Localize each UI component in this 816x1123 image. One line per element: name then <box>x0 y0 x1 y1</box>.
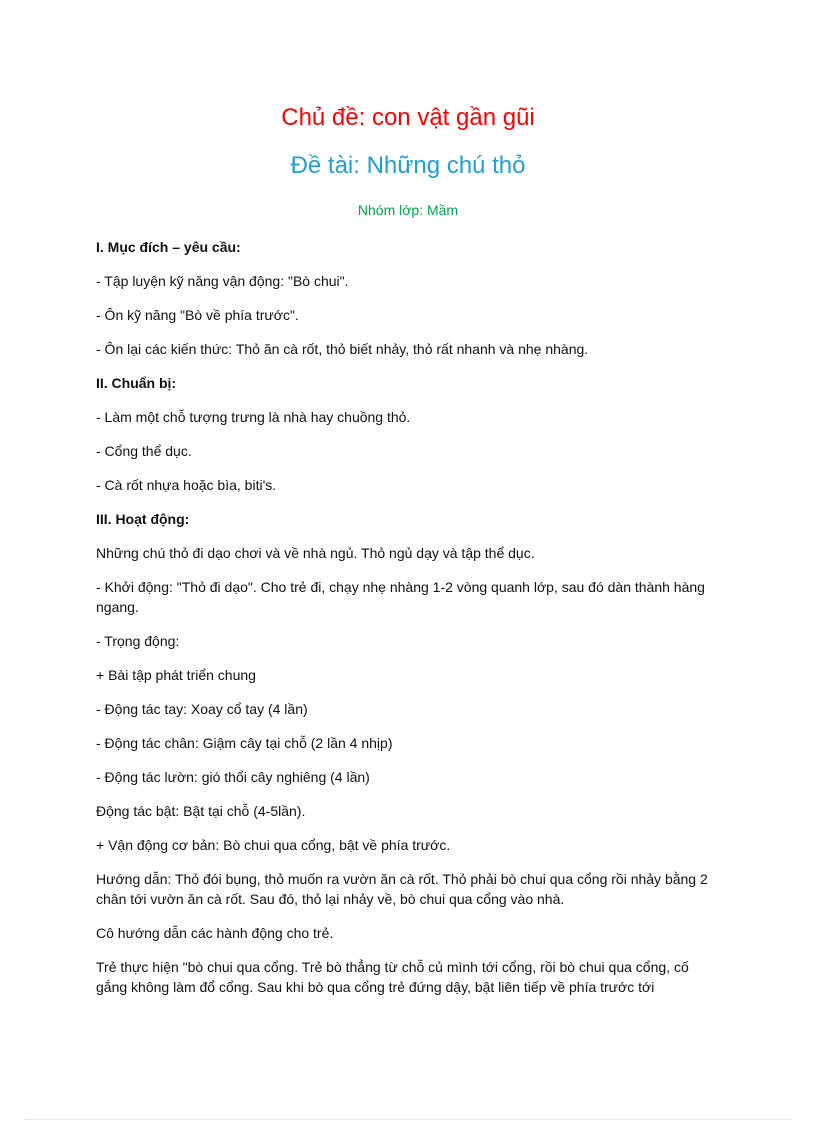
paragraph: Hướng dẫn: Thỏ đói bụng, thỏ muốn ra vườn ăn cà rốt. Thỏ phải bò chui qua cổng rồi nhảy bằng 2 chân tới vườn ăn cà rốt. Sau đó, thỏ lại nhảy về, bò chui qua cổng vào nhà. <box>96 871 708 907</box>
topic-title: Chủ đề: con vật gần gũi <box>281 104 535 131</box>
paragraph: - Ôn kỹ năng "Bò về phía trước". <box>96 307 299 323</box>
section-heading: II. Chuẩn bị: <box>96 375 177 391</box>
paragraph: - Ôn lại các kiến thức: Thỏ ăn cà rốt, thỏ biết nhảy, thỏ rất nhanh và nhẹ nhàng. <box>96 341 589 357</box>
paragraph: - Trọng động: <box>96 633 180 649</box>
paragraph: - Cổng thể dục. <box>96 443 192 459</box>
paragraph: - Làm một chỗ tượng trưng là nhà hay chuồng thỏ. <box>96 409 411 425</box>
section-heading: I. Mục đích – yêu cầu: <box>96 239 241 255</box>
paragraph: - Động tác chân: Giậm cây tại chỗ (2 lần 4 nhịp) <box>96 735 393 751</box>
section-heading: III. Hoạt động: <box>96 511 190 527</box>
document-body <box>96 237 716 1011</box>
paragraph: - Cà rốt nhựa hoặc bìa, biti's. <box>96 477 277 493</box>
paragraph: - Khởi động: "Thỏ đi dạo". Cho trẻ đi, chạy nhẹ nhàng 1-2 vòng quanh lớp, sau đó dàn thành hàng ngang. <box>96 579 705 615</box>
class-group-label: Nhóm lớp: Mầm <box>357 202 459 218</box>
paragraph: + Vận động cơ bản: Bò chui qua cổng, bật về phía trước. <box>96 837 451 853</box>
paragraph: Trẻ thực hiện "bò chui qua cổng. Trẻ bò thẳng từ chỗ củ mình tới cổng, rồi bò chui qua cổng, cố gắng không làm đổ cổng. Sau khi bò qua cổng trẻ đứng dậy, bật liên tiếp về phía trước tới <box>96 959 689 995</box>
paragraph: Động tác bật: Bật tại chỗ (4-5lần). <box>96 803 306 819</box>
paragraph: + Bài tập phát triển chung <box>96 667 256 683</box>
paragraph: Những chú thỏ đi dạo chơi và về nhà ngủ. Thỏ ngủ dạy và tập thể dục. <box>96 545 535 561</box>
page-bottom-divider <box>24 1119 792 1120</box>
subject-title: Đề tài: Những chú thỏ <box>290 152 526 179</box>
paragraph: - Động tác lườn: gió thổi cây nghiêng (4 lần) <box>96 769 370 785</box>
paragraph: - Tập luyện kỹ năng vận động: "Bò chui". <box>96 273 349 289</box>
paragraph: - Động tác tay: Xoay cổ tay (4 lần) <box>96 701 308 717</box>
paragraph: Cô hướng dẫn các hành động cho trẻ. <box>96 925 334 941</box>
